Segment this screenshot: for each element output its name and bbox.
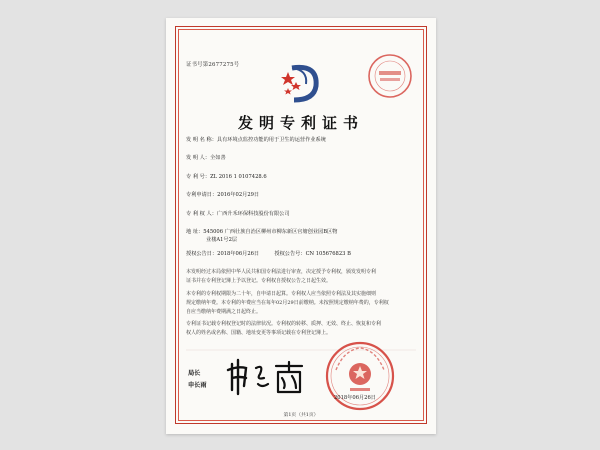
statement-3-line-2: 权人的姓名或名称、国籍、地址变更等事项记载在专利登记簿上。 bbox=[186, 330, 332, 336]
statement-1-line-2: 证书并在专利登记簿上予以登记。专利权自授权公告之日起生效。 bbox=[186, 278, 332, 284]
official-seal-icon bbox=[324, 340, 396, 412]
certificate-sheet bbox=[166, 18, 436, 434]
address-line-1: 545006 广西壮族自治区柳州市柳东新区官塘创业园B区物 bbox=[203, 229, 338, 235]
patentee: 广西升禾环保科技股份有限公司 bbox=[216, 211, 290, 217]
filing-date-row bbox=[186, 191, 416, 199]
director-label: 局长 bbox=[188, 370, 201, 377]
top-right-seal-icon bbox=[366, 52, 414, 100]
grant-row bbox=[186, 250, 416, 258]
statement-paragraph-1 bbox=[186, 268, 416, 286]
address-line-2: 业楼A1号2层 bbox=[206, 237, 238, 243]
stamp-date: 2018年06月26日 bbox=[334, 395, 376, 401]
statement-paragraph-3 bbox=[186, 320, 416, 338]
page-footer: 第1页（共1页） bbox=[283, 413, 319, 418]
grant-date-label: 授权公告日： bbox=[186, 251, 218, 257]
director-labels bbox=[188, 368, 207, 392]
statement-1-line-1: 本发明经过本局依照中华人民共和国专利法进行审查，决定授予专利权，颁发发明专利 bbox=[186, 269, 377, 275]
certificate-number: 证书号第2677275号 bbox=[186, 62, 240, 68]
patent-number-label: 专 利 号： bbox=[186, 174, 211, 180]
grant-number-label: 授权公告号： bbox=[274, 251, 306, 257]
patentee-row bbox=[186, 210, 416, 218]
filing-date-label: 专利申请日： bbox=[186, 192, 218, 198]
inventor-label: 发 明 人： bbox=[186, 155, 211, 161]
patent-number: ZL 2016 1 0107428.6 bbox=[210, 174, 267, 180]
patentee-label: 专 利 权 人： bbox=[186, 211, 217, 217]
statement-3-line-1: 专利证书记载专利权登记时的法律状况。专利权的转移、质押、无效、终止、恢复和专利 bbox=[186, 321, 382, 327]
statement-2-line-2: 规定缴纳年费。本专利的年费应当在每年02月29日前缴纳。未按照规定缴纳年费的，专利权 bbox=[186, 300, 389, 306]
grant-number: CN 105676823 B bbox=[305, 251, 351, 257]
invention-name-label: 发 明 名 称： bbox=[186, 137, 217, 143]
address-row bbox=[186, 228, 416, 244]
statement-paragraph-2 bbox=[186, 290, 416, 317]
patent-number-row bbox=[186, 173, 416, 181]
patent-office-logo-icon bbox=[278, 62, 324, 104]
statement-2-line-1: 本专利的专利权期限为二十年，自申请日起算。专利权人应当依照专利法及其实施细则 bbox=[186, 291, 377, 297]
director-name-label: 申长雨 bbox=[188, 382, 207, 389]
grant-date: 2018年06月26日 bbox=[217, 251, 260, 257]
director-signature-icon bbox=[226, 358, 308, 398]
invention-name: 具有环境点监控功能的用于卫生的运营作业系统 bbox=[216, 137, 326, 143]
inventor-row bbox=[186, 154, 416, 162]
certificate-title: 发明专利证书 bbox=[237, 114, 364, 132]
statement-2-line-3: 自应当缴纳年费期满之日起终止。 bbox=[186, 309, 262, 315]
inventor: 全如善 bbox=[210, 155, 226, 161]
address-label: 地 址： bbox=[186, 229, 204, 235]
invention-name-row bbox=[186, 136, 416, 144]
filing-date: 2016年02月29日 bbox=[217, 192, 260, 198]
